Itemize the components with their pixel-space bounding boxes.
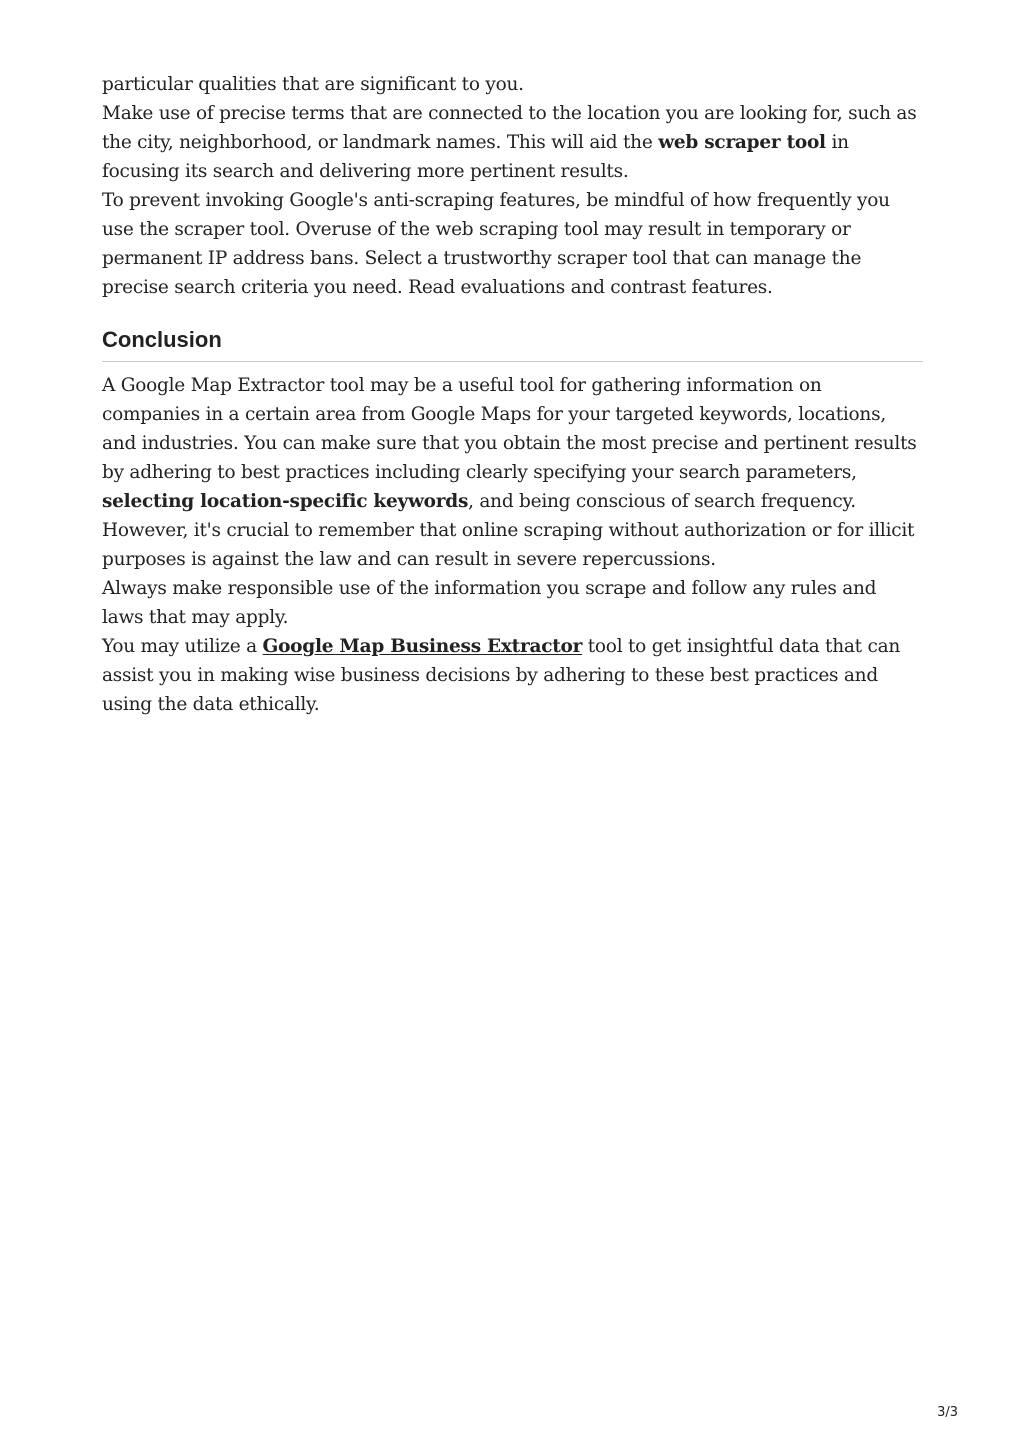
text: You may utilize a bbox=[102, 636, 263, 657]
paragraph: However, it's crucial to remember that online scraping without authorization or for illicit purposes is against the law and can result in severe repercussions. bbox=[102, 520, 915, 570]
text: A Google Map Extractor tool may be a useful tool for gathering information on companies in a certain area from Google Maps for your targeted keywords, locations, and industries. You can make sure that you obtain the most precise and pertinent results by adhering to best practices including clearly specifying your search parameters, bbox=[102, 375, 917, 483]
text: Make use of precise terms that are connected to the location you are looking for, such as the city, neighborhood, or landmark names. This will aid the bbox=[102, 103, 917, 153]
paragraph: Always make responsible use of the information you scrape and follow any rules and laws that may apply. bbox=[102, 578, 877, 628]
paragraph bbox=[102, 632, 923, 719]
bold-text: web scraper tool bbox=[658, 132, 826, 153]
section-heading: Conclusion bbox=[102, 326, 923, 362]
text: , and being conscious of search frequency. bbox=[468, 491, 856, 512]
paragraph: To prevent invoking Google's anti-scraping features, be mindful of how frequently you use the scraper tool. Overuse of the web scraping tool may result in temporary or permanent IP address bans. Select a trustworthy scraper tool that can manage the precise search criteria you need. Read evaluations and contrast features. bbox=[102, 190, 890, 298]
google-map-business-extractor-link[interactable]: Google Map Business Extractor bbox=[262, 636, 583, 657]
paragraph bbox=[102, 371, 923, 516]
bold-text: selecting location-specific keywords bbox=[102, 491, 469, 512]
text: in focusing its search and delivering more pertinent results. bbox=[102, 132, 849, 182]
document-body bbox=[102, 70, 923, 719]
page-number: 3/3 bbox=[937, 1405, 958, 1420]
paragraph bbox=[102, 99, 923, 186]
paragraph: particular qualities that are significant to you. bbox=[102, 74, 524, 95]
text: tool to get insightful data that can assist you in making wise business decisions by adhering to these best practices and using the data ethically. bbox=[102, 636, 901, 715]
